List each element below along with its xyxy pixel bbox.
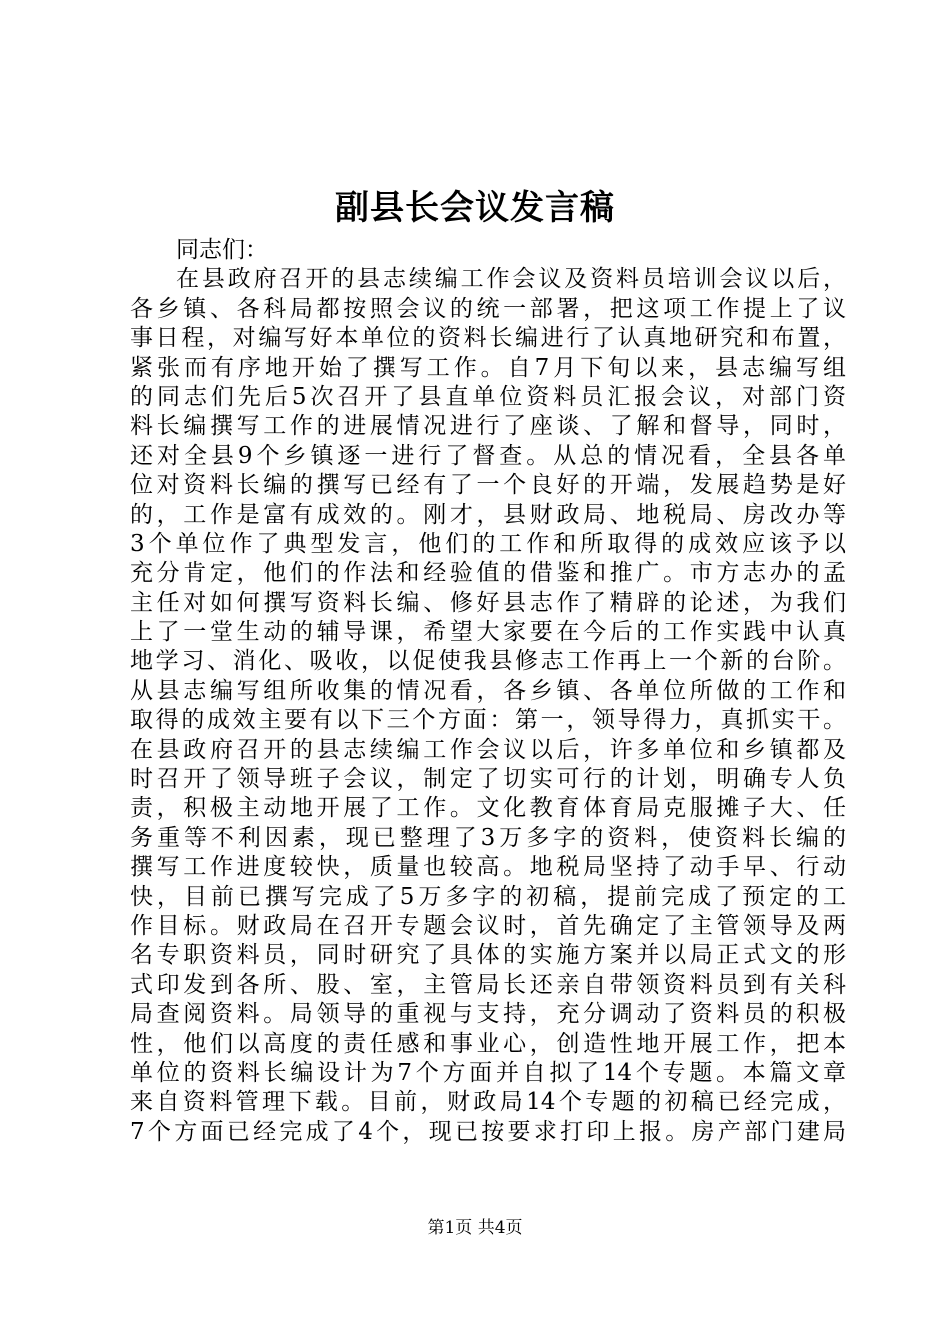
paragraph-line: 局查阅资料。局领导的重视与支持，充分调动了资料员的积极 (130, 1001, 846, 1028)
paragraph-line: 从县志编写组所收集的情况看，各乡镇、各单位所做的工作和 (130, 677, 846, 704)
paragraph-line: 主任对如何撰写资料长编、修好县志作了精辟的论述，为我们 (130, 589, 846, 616)
paragraph-line: 在县政府召开的县志续编工作会议及资料员培训会议以后， (176, 266, 846, 293)
paragraph-line: 名专职资料员，同时研究了具体的实施方案并以局正式文的形 (130, 942, 846, 969)
paragraph-line: 作目标。财政局在召开专题会议时，首先确定了主管领导及两 (130, 912, 846, 939)
paragraph-line: 务重等不利因素，现已整理了3万多字的资料，使资料长编的 (130, 824, 846, 851)
paragraph-line: 责，积极主动地开展了工作。文化教育体育局克服摊子大、任 (130, 795, 846, 822)
paragraph-line: 还对全县9个乡镇逐一进行了督查。从总的情况看，全县各单 (130, 442, 846, 469)
paragraph-line: 地学习、消化、吸收，以促使我县修志工作再上一个新的台阶。 (130, 648, 846, 675)
paragraph-line: 3个单位作了典型发言，他们的工作和所取得的成效应该予以 (130, 530, 846, 557)
paragraph-line: 料长编撰写工作的进展情况进行了座谈、了解和督导，同时， (130, 413, 846, 440)
paragraph-line: 紧张而有序地开始了撰写工作。自7月下旬以来，县志编写组 (130, 354, 846, 381)
paragraph-line: 快，目前已撰写完成了5万多字的初稿，提前完成了预定的工 (130, 883, 846, 910)
paragraph-line: 撰写工作进度较快，质量也较高。地税局坚持了动手早、行动 (130, 854, 846, 881)
paragraph-line: 来自资料管理下载。目前，财政局14个专题的初稿已经完成， (130, 1089, 846, 1116)
paragraph-line: 充分肯定，他们的作法和经验值的借鉴和推广。市方志办的孟 (130, 560, 846, 587)
paragraph-line: 的同志们先后5次召开了县直单位资料员汇报会议，对部门资 (130, 383, 846, 410)
paragraph-line: 在县政府召开的县志续编工作会议以后，许多单位和乡镇都及 (130, 736, 846, 763)
document-body (130, 236, 846, 1147)
paragraph-line: 的，工作是富有成效的。刚才，县财政局、地税局、房改办等 (130, 501, 846, 528)
greeting-line: 同志们： (176, 237, 268, 263)
paragraph-line: 取得的成效主要有以下三个方面：第一，领导得力，真抓实干。 (130, 707, 846, 734)
page-footer: 第1页 共4页 (427, 1218, 523, 1238)
paragraph-line: 位对资料长编的撰写已经有了一个良好的开端，发展趋势是好 (130, 472, 846, 499)
paragraph-line: 7个方面已经完成了4个，现已按要求打印上报。房产部门建局 (130, 1118, 846, 1145)
paragraph-line: 时召开了领导班子会议，制定了切实可行的计划，明确专人负 (130, 766, 846, 793)
paragraph-line: 性，他们以高度的责任感和事业心，创造性地开展工作，把本 (130, 1030, 846, 1057)
document-title: 副县长会议发言稿 (335, 188, 615, 228)
paragraph-line: 上了一堂生动的辅导课，希望大家要在今后的工作实践中认真 (130, 619, 846, 646)
paragraph-line: 单位的资料长编设计为7个方面并自拟了14个专题。本篇文章 (130, 1059, 846, 1086)
paragraph-line: 各乡镇、各科局都按照会议的统一部署，把这项工作提上了议 (130, 295, 846, 322)
paragraph-line: 事日程，对编写好本单位的资料长编进行了认真地研究和布置， (130, 325, 846, 352)
paragraph-line: 式印发到各所、股、室，主管局长还亲自带领资料员到有关科 (130, 971, 846, 998)
